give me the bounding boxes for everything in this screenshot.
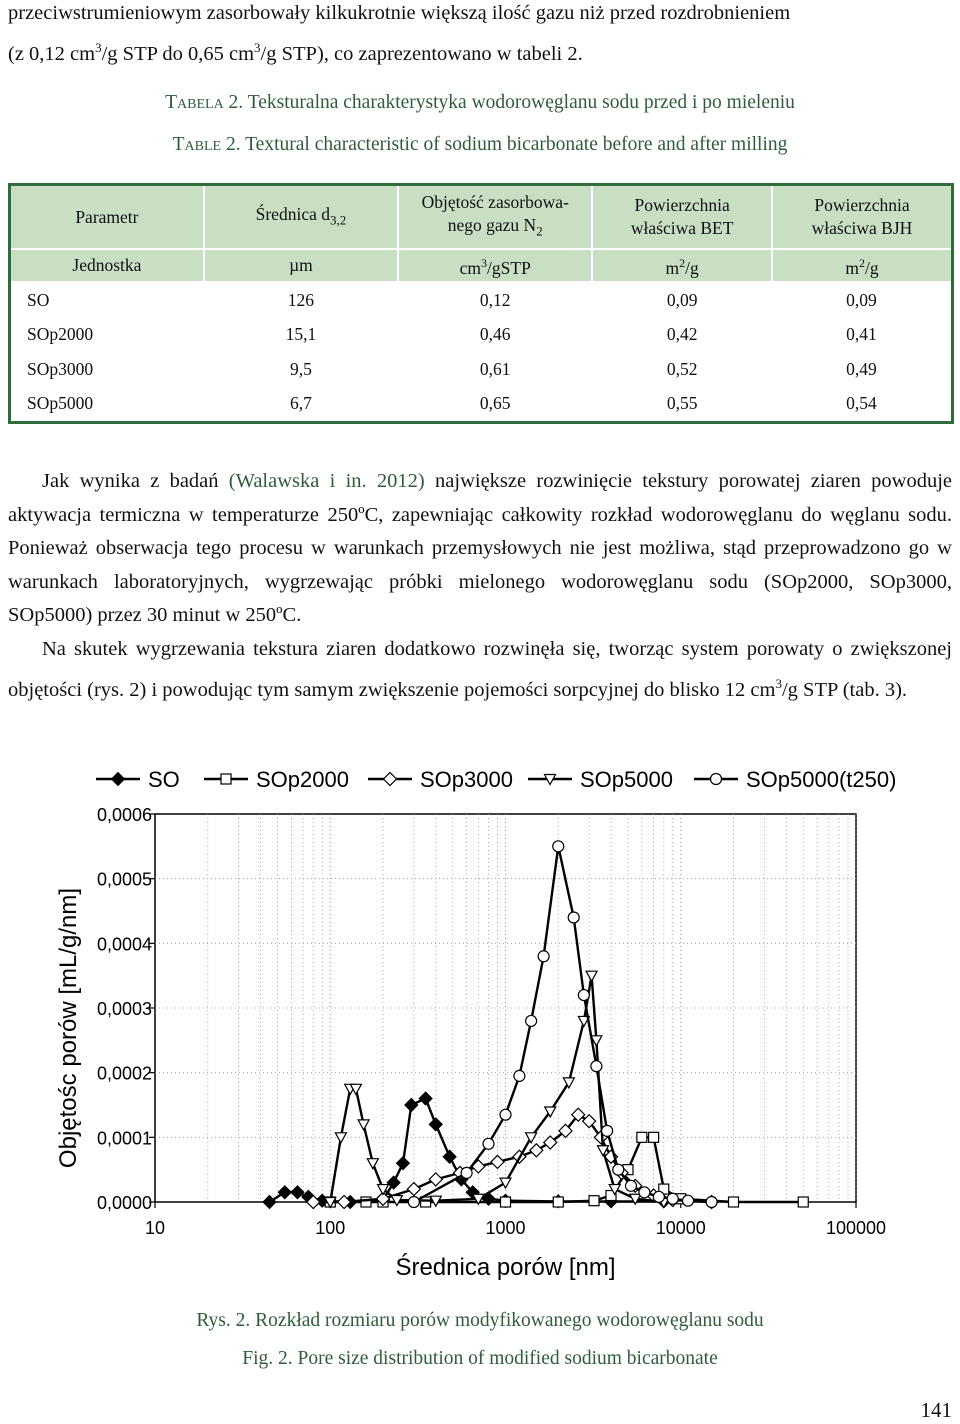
series-sop5000-point <box>367 1159 378 1169</box>
table-cell: SO <box>27 289 50 310</box>
x-axis-label: Średnica porów [nm] <box>395 1254 616 1281</box>
series-sop5000-point <box>526 1133 537 1143</box>
series-sop5000-t250-point <box>568 912 579 923</box>
series-sop2000-point <box>553 1197 563 1207</box>
header-bet: Powierzchnia właściwa BET <box>592 185 772 250</box>
series-sop5000-t250-line <box>414 846 712 1202</box>
table-cell: 0,09 <box>846 289 877 310</box>
series-sop2000-point <box>361 1197 371 1207</box>
series-so-point <box>419 1092 432 1105</box>
series-sop5000-t250-point <box>653 1191 664 1202</box>
table-cell: 0,42 <box>666 324 698 345</box>
series-sop3000-point <box>530 1144 543 1157</box>
table-caption-en: Table 2. Textural characteristic of sodium bicarbonate before and after milling <box>172 134 788 155</box>
series-so-point <box>396 1157 409 1170</box>
table-cell: 126 <box>287 289 315 310</box>
series-so-point <box>263 1196 276 1209</box>
legend-so-marker <box>112 773 125 786</box>
table-row <box>10 352 953 387</box>
series-sop5000-t250-point <box>706 1197 717 1208</box>
table-cell: SOp3000 <box>27 358 94 379</box>
series-sop5000-t250-point <box>578 990 589 1001</box>
y-tick-label: 0,0000 <box>96 1193 152 1213</box>
legend-sop3000-marker <box>384 773 397 786</box>
series-sop2000-point <box>729 1197 739 1207</box>
series-sop5000-t250-point <box>639 1187 650 1198</box>
paragraph-2: Na skutek wygrzewania tekstura ziaren dodatkowo rozwinęła się, tworząc system porowaty o zwiększonej objętości (rys. 2) i powodując tym samym zwiększenie pojemości sorpcyjnej do blisko 12 $cm^3/g$ STP (tab. 3). <box>8 638 952 701</box>
header-bjh: Powierzchnia właściwa BJH <box>772 185 953 250</box>
citation-link[interactable]: (Walawska i in. 2012) <box>228 470 425 492</box>
series-sop5000-t250-point <box>613 1164 624 1175</box>
unit-label: Jednostka <box>10 249 204 282</box>
series-sop5000-point <box>586 971 597 981</box>
figure-caption-en: Fig. 2. Pore size distribution of modified sodium bicarbonate <box>242 1348 718 1369</box>
x-tick-label: 10000 <box>655 1218 706 1238</box>
x-tick-label: 1000 <box>485 1218 526 1238</box>
y-tick-label: 0,0005 <box>96 869 152 890</box>
series-sop5000-point <box>335 1133 346 1143</box>
table-cell: 0,41 <box>846 324 877 345</box>
unit-bjh: $m^2/g$ <box>772 249 953 282</box>
series-so-point <box>405 1099 418 1112</box>
y-tick-label: 0,0002 <box>96 1063 152 1084</box>
table-cell: 0,12 <box>479 289 511 310</box>
header-srednica: Średnica $d_{3,2}$ <box>204 185 398 250</box>
table-row <box>10 318 953 353</box>
y-tick-label: 0,0004 <box>96 934 152 955</box>
series-sop5000-t250-point <box>683 1195 694 1206</box>
series-sop5000-t250-point <box>591 1061 602 1072</box>
legend-sop5000-t250-label: SOp5000(t250) <box>746 767 897 792</box>
table-row <box>10 282 953 318</box>
series-sop2000-point <box>798 1197 808 1207</box>
series-so-point <box>278 1186 291 1199</box>
series-sop5000-t250-point <box>500 1109 511 1120</box>
series-sop5000-t250-point <box>625 1180 636 1191</box>
x-tick-label: 100 <box>315 1218 346 1238</box>
series-sop5000-t250-point <box>553 841 564 852</box>
y-tick-label: 0,0006 <box>96 805 152 825</box>
series-sop3000-point <box>429 1173 442 1186</box>
legend-sop3000-label: SOp3000 <box>420 767 513 792</box>
table-cell: 0,65 <box>479 393 511 414</box>
table-row <box>10 387 953 423</box>
series-sop3000-point <box>491 1155 504 1168</box>
series-sop2000-point <box>637 1132 647 1142</box>
table-cell: 0,54 <box>846 393 877 414</box>
y-tick-label: 0,0001 <box>96 1128 152 1149</box>
legend-sop2000-label: SOp2000 <box>256 767 349 792</box>
table-cell: SOp5000 <box>27 393 94 414</box>
series-so-point <box>443 1150 456 1163</box>
unit-srednica: µm <box>204 249 398 282</box>
page-number: 141 <box>920 1398 952 1422</box>
pore-size-chart <box>0 755 960 1315</box>
series-sop5000-point <box>500 1178 511 1188</box>
series-sop2000-point <box>501 1197 511 1207</box>
legend-sop5000-label: SOp5000 <box>580 767 673 792</box>
table-cell: SOp2000 <box>27 324 94 345</box>
series-sop5000-t250-point <box>602 1125 613 1136</box>
header-objetosc: Objętość zasorbowa- nego gazu $N_2$ <box>398 185 592 250</box>
legend-sop2000-marker <box>221 774 231 784</box>
series-sop2000-point <box>649 1132 659 1142</box>
table-cell: 0,09 <box>666 289 698 310</box>
unit-objetosc: $cm^3$/gSTP <box>398 249 592 282</box>
series-sop5000-point <box>358 1120 369 1130</box>
table-cell: 0,55 <box>666 393 698 414</box>
y-axis-label: Objętośc porów [mL/g/nm] <box>55 887 82 1169</box>
series-so-point <box>387 1176 400 1189</box>
intro-line-2: (z 0,12 $cm^3/g$ STP do 0,65 $cm^3/g$ STP), co zaprezentowano w tabeli 2. <box>8 40 583 65</box>
table-cell: 0,49 <box>846 358 877 379</box>
table-cell: 15,1 <box>285 324 317 345</box>
table-cell: 0,61 <box>479 358 511 379</box>
unit-bet: $m^2/g$ <box>592 249 772 282</box>
x-tick-label: 10 <box>144 1218 166 1238</box>
table-cell: 9,5 <box>289 358 312 379</box>
series-sop5000-t250-point <box>483 1138 494 1149</box>
table-cell: 6,7 <box>289 393 312 414</box>
series-sop5000-t250-point <box>514 1070 525 1081</box>
series-so-point <box>429 1118 442 1131</box>
table-cell: 0,46 <box>479 324 511 345</box>
table-caption-pl: Tabela 2. Teksturalna charakterystyka wodorowęglanu sodu przed i po mieleniu <box>165 92 795 113</box>
legend-sop5000-t250-marker <box>711 774 722 785</box>
figure-caption-pl: Rys. 2. Rozkład rozmiaru porów modyfikowanego wodorowęglanu sodu <box>196 1310 764 1331</box>
series-sop3000-point <box>407 1183 420 1196</box>
series-sop5000-t250-point <box>461 1167 472 1178</box>
intro-line-1: przeciwstrumieniowym zasorbowały kilkukrotnie większą ilość gazu niż przed rozdrobnieniem <box>8 2 791 24</box>
table-cell: 0,52 <box>666 358 698 379</box>
series-sop2000-point <box>589 1196 599 1206</box>
y-tick-label: 0,0003 <box>96 999 152 1019</box>
header-parametr: Parametr <box>10 185 204 250</box>
plot-frame <box>155 814 856 1202</box>
series-sop5000-t250-point <box>526 1015 537 1026</box>
paragraph-1: Jak wynika z badań (Walawska i in. 2012) największe rozwinięcie tekstury porowatej ziaren powoduje aktywacja termiczna w temperaturze 250ºC, zapewniając całkowity rozkład wodorowęglanu do węglanu sodu. Ponieważ obserwacja tego procesu w warunkach przemysłowych nie jest możliwa, stąd przeprowadzono go w warunkach laboratoryjnych, wygrzewając próbki mielonego wodorowęglanu sodu (SOp2000, SOp3000, SOp5000) przez 30 minut w 250ºC. <box>8 470 952 626</box>
legend-so-label: SO <box>148 767 180 792</box>
series-sop5000-t250-point <box>408 1197 419 1208</box>
series-sop5000-t250-point <box>538 951 549 962</box>
series-sop5000-t250-point <box>667 1193 678 1204</box>
x-tick-label: 100000 <box>825 1218 887 1238</box>
textural-table <box>8 183 954 424</box>
